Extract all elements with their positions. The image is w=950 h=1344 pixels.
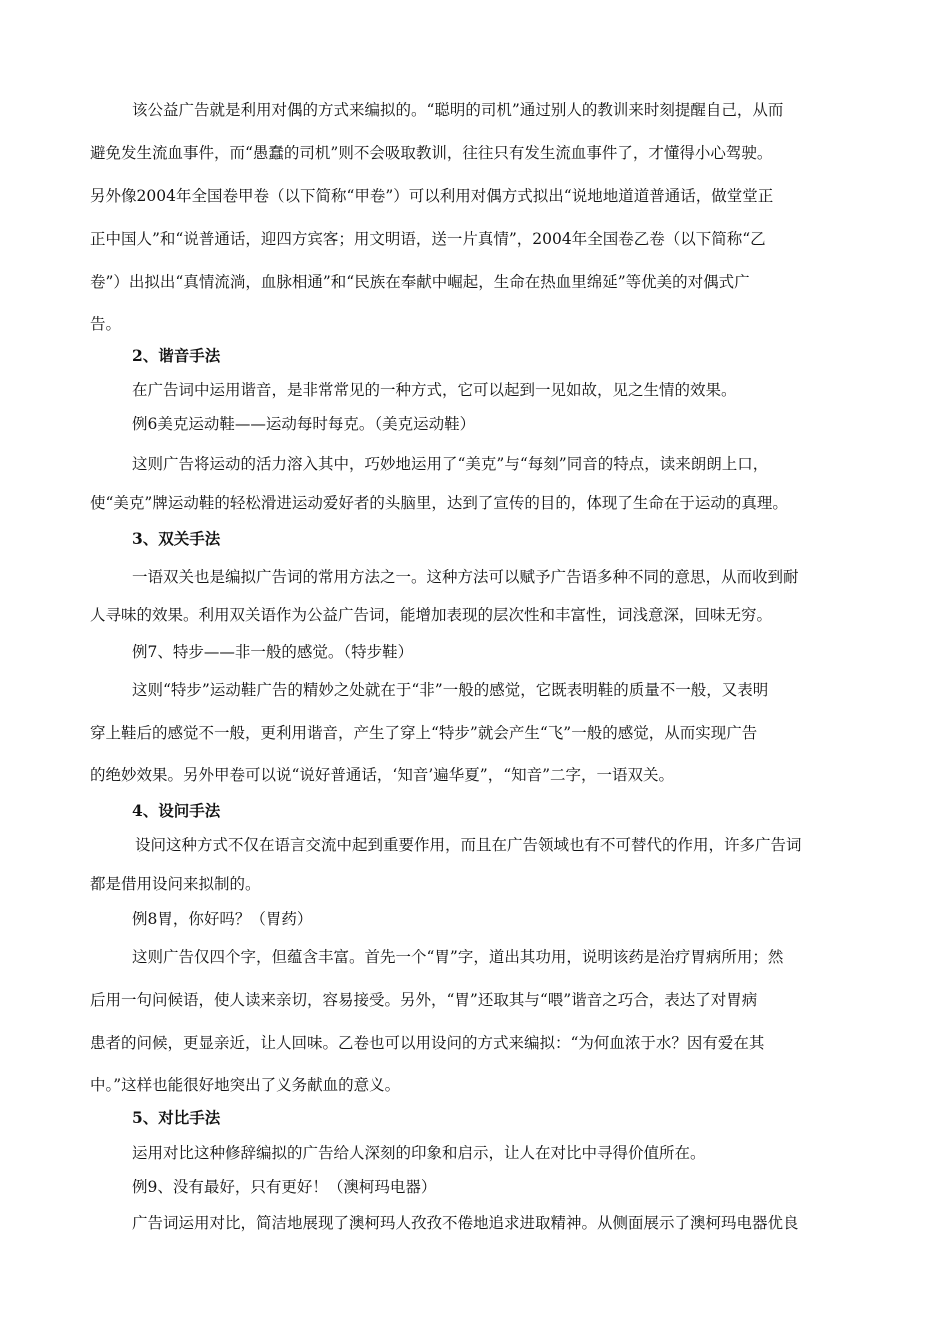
paragraph-line: 避免发生流血事件，而“愚蠢的司机”则不会吸取教训，往往只有发生流血事件了，才懂得小心驾驶。 (90, 144, 773, 162)
paragraph-line: 该公益广告就是利用对偶的方式来编拟的。“聪明的司机”通过别人的教训来时刻提醒自己，从而 (132, 101, 784, 119)
paragraph-line: 广告词运用对比，简洁地展现了澳柯玛人孜孜不倦地追求进取精神。从侧面展示了澳柯玛电器优良 (132, 1214, 799, 1232)
paragraph-line: 的绝妙效果。另外甲卷可以说“说好普通话，‘知音’遍华夏”，“知音”二字，一语双关。 (90, 766, 675, 784)
paragraph-line: 设问这种方式不仅在语言交流中起到重要作用，而且在广告领域也有不可替代的作用，许多广告词 (135, 836, 802, 854)
paragraph-line: 一语双关也是编拟广告词的常用方法之一。这种方法可以赋予广告语多种不同的意思，从而收到耐 (132, 568, 799, 586)
paragraph-line: 这则“特步”运动鞋广告的精妙之处就在于“非”一般的感觉，它既表明鞋的质量不一般，又表明 (132, 681, 769, 699)
paragraph-line: 使“美克”牌运动鞋的轻松滑进运动爱好者的头脑里，达到了宣传的目的，体现了生命在于运动的真理。 (90, 494, 788, 512)
example-line: 例7、特步——非一般的感觉。（特步鞋） (132, 643, 414, 661)
example-line: 例6美克运动鞋——运动每时每克。（美克运动鞋） (132, 415, 476, 433)
paragraph-line: 告。 (90, 315, 122, 333)
paragraph-line: 正中国人”和“说普通话，迎四方宾客；用文明语，送一片真情”，2004年全国卷乙卷（以下简称“乙 (90, 230, 766, 248)
paragraph-line: 运用对比这种修辞编拟的广告给人深刻的印象和启示，让人在对比中寻得价值所在。 (132, 1144, 706, 1162)
paragraph-line: 这则广告仅四个字，但蕴含丰富。首先一个“胃”字，道出其功用，说明该药是治疗胃病所用；然 (132, 948, 784, 966)
paragraph-line: 在广告词中运用谐音，是非常常见的一种方式，它可以起到一见如故，见之生情的效果。 (132, 381, 737, 399)
paragraph-line: 后用一句问候语，使人读来亲切，容易接受。另外，“胃”还取其与“喂”谐音之巧合，表达了对胃病 (90, 991, 758, 1009)
section-heading: 2、谐音手法 (132, 346, 221, 365)
paragraph-line: 都是借用设问来拟制的。 (90, 875, 261, 893)
paragraph-line: 患者的问候，更显亲近，让人回味。乙卷也可以用设问的方式来编拟：“为何血浓于水？因有爱在其 (90, 1034, 765, 1052)
paragraph-line: 穿上鞋后的感觉不一般，更利用谐音，产生了穿上“特步”就会产生“飞”一般的感觉，从而实现广告 (90, 724, 758, 742)
paragraph-line: 另外像2004年全国卷甲卷（以下简称“甲卷”）可以利用对偶方式拟出“说地地道道普通话，做堂堂正 (90, 187, 774, 205)
section-heading: 5、对比手法 (132, 1108, 221, 1127)
example-line: 例9、没有最好，只有更好！（澳柯玛电器） (132, 1178, 437, 1196)
section-heading: 3、双关手法 (132, 529, 221, 548)
paragraph-line: 人寻味的效果。利用双关语作为公益广告词，能增加表现的层次性和丰富性，词浅意深，回味无穷。 (90, 606, 773, 624)
section-heading: 4、设问手法 (132, 801, 221, 820)
paragraph-line: 这则广告将运动的活力溶入其中，巧妙地运用了“美克”与“每刻”同音的特点，读来朗朗上口， (132, 455, 769, 473)
example-line: 例8胃，你好吗？（胃药） (132, 910, 313, 928)
paragraph-line: 卷”）出拟出“真情流淌，血脉相通”和“民族在奉献中崛起，生命在热血里绵延”等优美的对偶式广 (90, 273, 750, 291)
paragraph-line: 中。”这样也能很好地突出了义务献血的意义。 (90, 1076, 401, 1094)
